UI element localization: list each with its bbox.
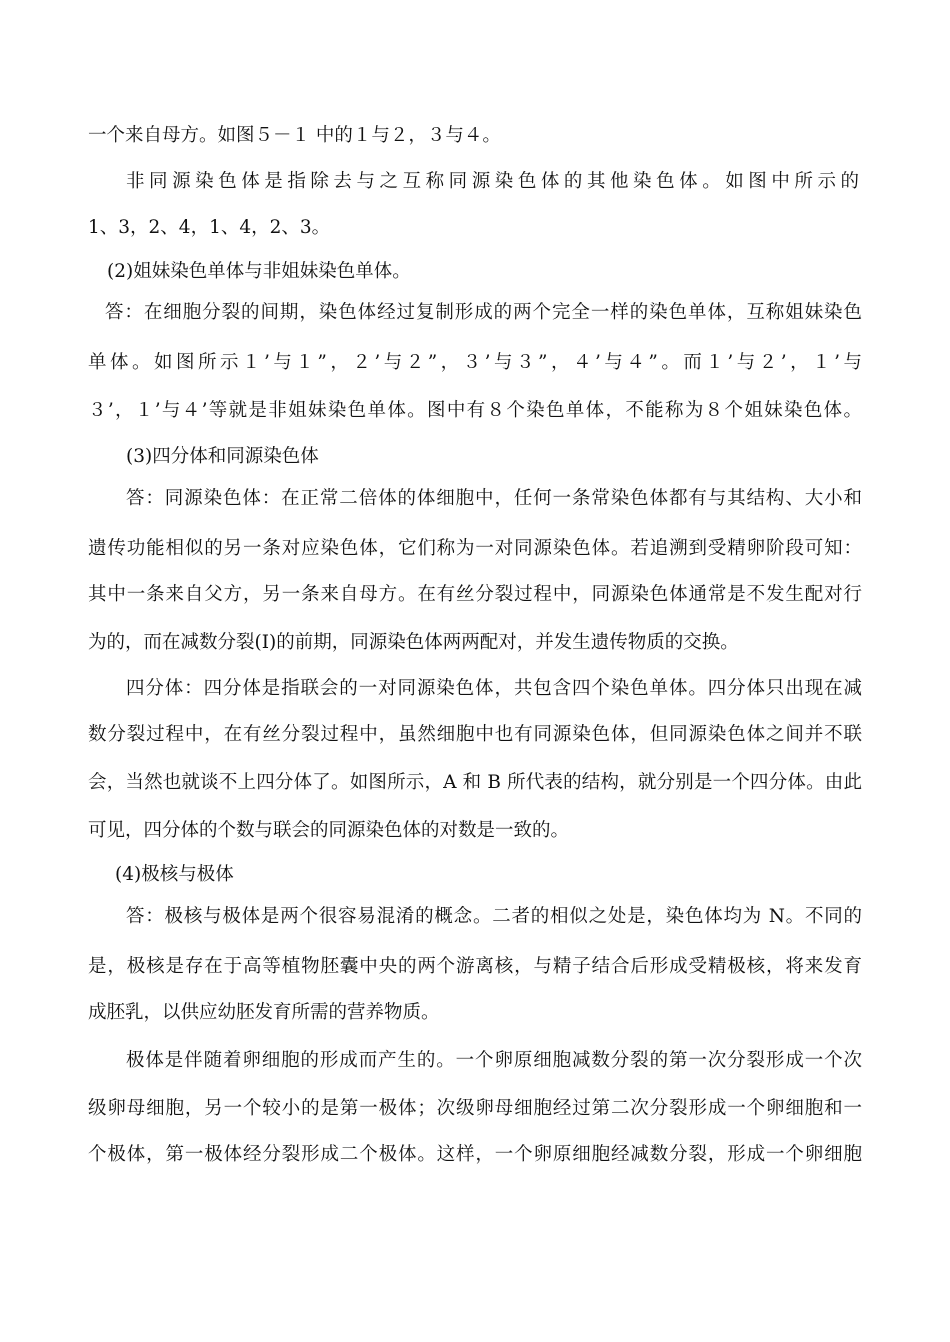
section-heading-4: (4)极核与极体 [115,864,234,885]
text-line-19: 是，极核是存在于高等植物胚囊中央的两个游离核，与精子结合后形成受精极核，将来发育 [88,956,862,977]
text-line-10: 遗传功能相似的另一条对应染色体，它们称为一对同源染色体。若追溯到受精卵阶段可知： [88,538,862,559]
text-line-16: 可见，四分体的个数与联会的同源染色体的对数是一致的。 [88,820,570,841]
text-line-15: 会，当然也就谈不上四分体了。如图所示，A 和 B 所代表的结构，就分别是一个四分体。由此 [88,772,862,793]
text-line-1: 一个来自母方。如图５－１ 中的１与２，３与４。 [88,125,501,146]
text-line-11: 其中一条来自父方，另一条来自母方。在有丝分裂过程中，同源染色体通常是不发生配对行 [88,584,862,605]
section-heading-2: (2)姐妹染色单体与非姐妹染色单体。 [107,261,411,282]
text-line-13: 四分体：四分体是指联会的一对同源染色体，共包含四个染色单体。四分体只出现在减 [126,678,862,699]
text-line-9: 答：同源染色体：在正常二倍体的体细胞中，任何一条常染色体都有与其结构、大小和 [126,488,862,509]
text-line-2: 非同源染色体是指除去与之互称同源染色体的其他染色体。如图中所示的 [126,171,862,192]
text-line-5: 答：在细胞分裂的间期，染色体经过复制形成的两个完全一样的染色单体，互称姐妹染色 [105,302,862,323]
text-line-7: ３’，１’与４’等就是非姐妹染色单体。图中有８个染色单体，不能称为８个姐妹染色体。 [88,400,862,421]
text-line-3: 1、3，2、4，1、4，2、3。 [88,217,331,238]
text-line-14: 数分裂过程中，在有丝分裂过程中，虽然细胞中也有同源染色体，但同源染色体之间并不联 [88,724,862,745]
text-line-20: 成胚乳，以供应幼胚发育所需的营养物质。 [88,1002,440,1023]
section-heading-3: (3)四分体和同源染色体 [126,446,319,467]
text-line-12: 为的，而在减数分裂(I)的前期，同源染色体两两配对，并发生遗传物质的交换。 [88,632,739,653]
text-line-18: 答：极核与极体是两个很容易混淆的概念。二者的相似之处是，染色体均为 N。不同的 [126,906,862,927]
text-line-6: 单体。如图所示１’与１”，２’与２”，３’与３”，４’与４”。而１’与２’，１’与 [88,352,862,373]
text-line-23: 个极体，第一极体经分裂形成二个极体。这样，一个卵原细胞经减数分裂，形成一个卵细胞 [88,1144,862,1165]
text-line-22: 级卵母细胞，另一个较小的是第一极体；次级卵母细胞经过第二次分裂形成一个卵细胞和一 [88,1098,862,1119]
text-line-21: 极体是伴随着卵细胞的形成而产生的。一个卵原细胞减数分裂的第一次分裂形成一个次 [126,1050,862,1071]
